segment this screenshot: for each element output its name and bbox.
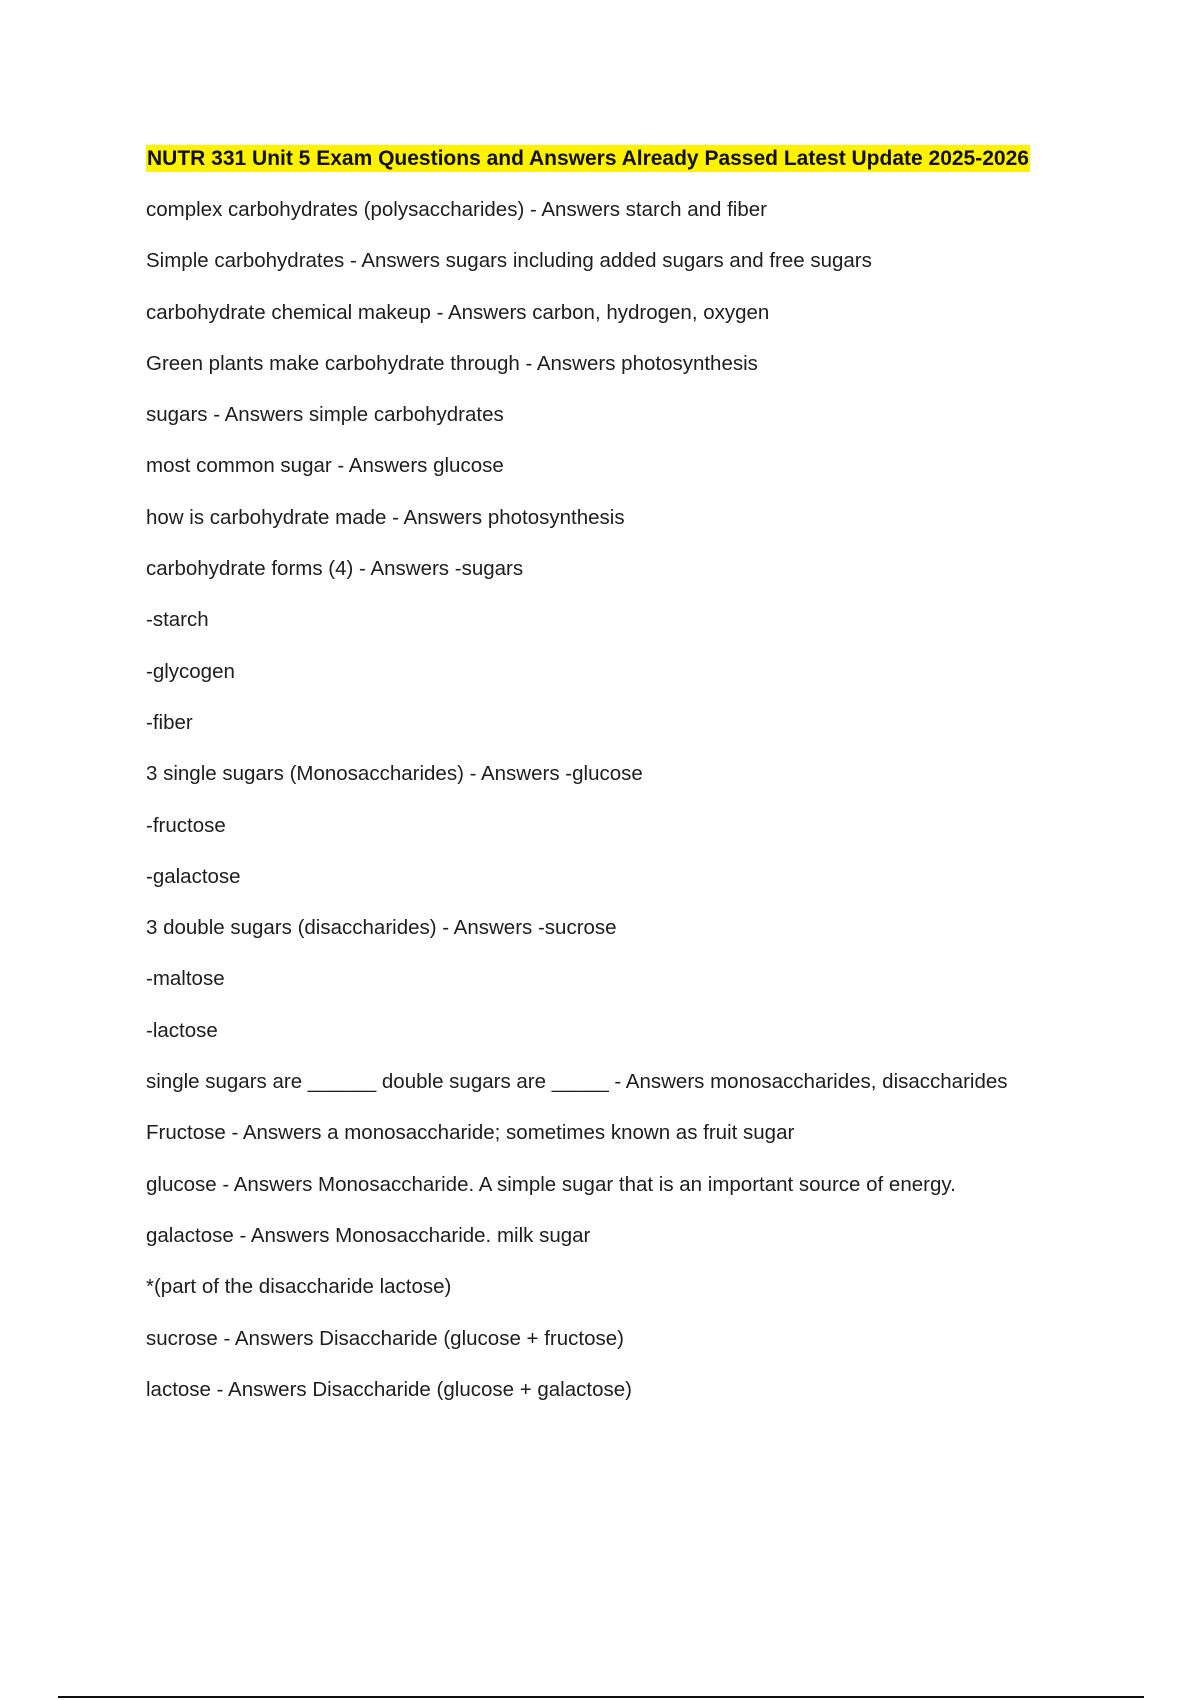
qa-line: Simple carbohydrates - Answers sugars including added sugars and free sugars bbox=[146, 249, 872, 273]
qa-line: most common sugar - Answers glucose bbox=[146, 454, 504, 478]
qa-line: 3 single sugars (Monosaccharides) - Answers -glucose bbox=[146, 762, 643, 786]
qa-line: -galactose bbox=[146, 864, 241, 888]
qa-line: complex carbohydrates (polysaccharides) - Answers starch and fiber bbox=[146, 198, 767, 221]
qa-line: how is carbohydrate made - Answers photosynthesis bbox=[146, 505, 625, 529]
document-title bbox=[146, 144, 1106, 174]
qa-line: -starch bbox=[146, 608, 209, 632]
qa-line: -fiber bbox=[146, 710, 193, 734]
qa-line: glucose - Answers Monosaccharide. A simple sugar that is an important source of energy. bbox=[146, 1172, 956, 1196]
qa-line: Green plants make carbohydrate through - Answers photosynthesis bbox=[146, 351, 758, 375]
qa-line: 3 double sugars (disaccharides) - Answers -sucrose bbox=[146, 916, 617, 940]
qa-line: carbohydrate forms (4) - Answers -sugars bbox=[146, 557, 524, 581]
qa-line: -lactose bbox=[146, 1018, 218, 1042]
qa-line: galactose - Answers Monosaccharide. milk sugar bbox=[146, 1223, 591, 1247]
qa-line: -fructose bbox=[146, 813, 226, 837]
qa-line: carbohydrate chemical makeup - Answers carbon, hydrogen, oxygen bbox=[146, 300, 770, 324]
qa-line: sucrose - Answers Disaccharide (glucose + fructose) bbox=[146, 1326, 624, 1350]
qa-line: *(part of the disaccharide lactose) bbox=[146, 1275, 452, 1299]
page-bottom-rule bbox=[58, 1696, 1144, 1698]
qa-line: lactose - Answers Disaccharide (glucose + galactose) bbox=[146, 1377, 632, 1401]
qa-line: -glycogen bbox=[146, 659, 235, 683]
document-body bbox=[146, 144, 1106, 1426]
qa-line: -maltose bbox=[146, 967, 225, 991]
qa-line: sugars - Answers simple carbohydrates bbox=[146, 403, 504, 427]
qa-line: Fructose - Answers a monosaccharide; sometimes known as fruit sugar bbox=[146, 1121, 795, 1145]
qa-line: single sugars are ______ double sugars are _____ - Answers monosaccharides, disaccharides bbox=[146, 1070, 1008, 1094]
document-title-text: NUTR 331 Unit 5 Exam Questions and Answers Already Passed Latest Update 2025-2026 bbox=[147, 147, 1029, 170]
